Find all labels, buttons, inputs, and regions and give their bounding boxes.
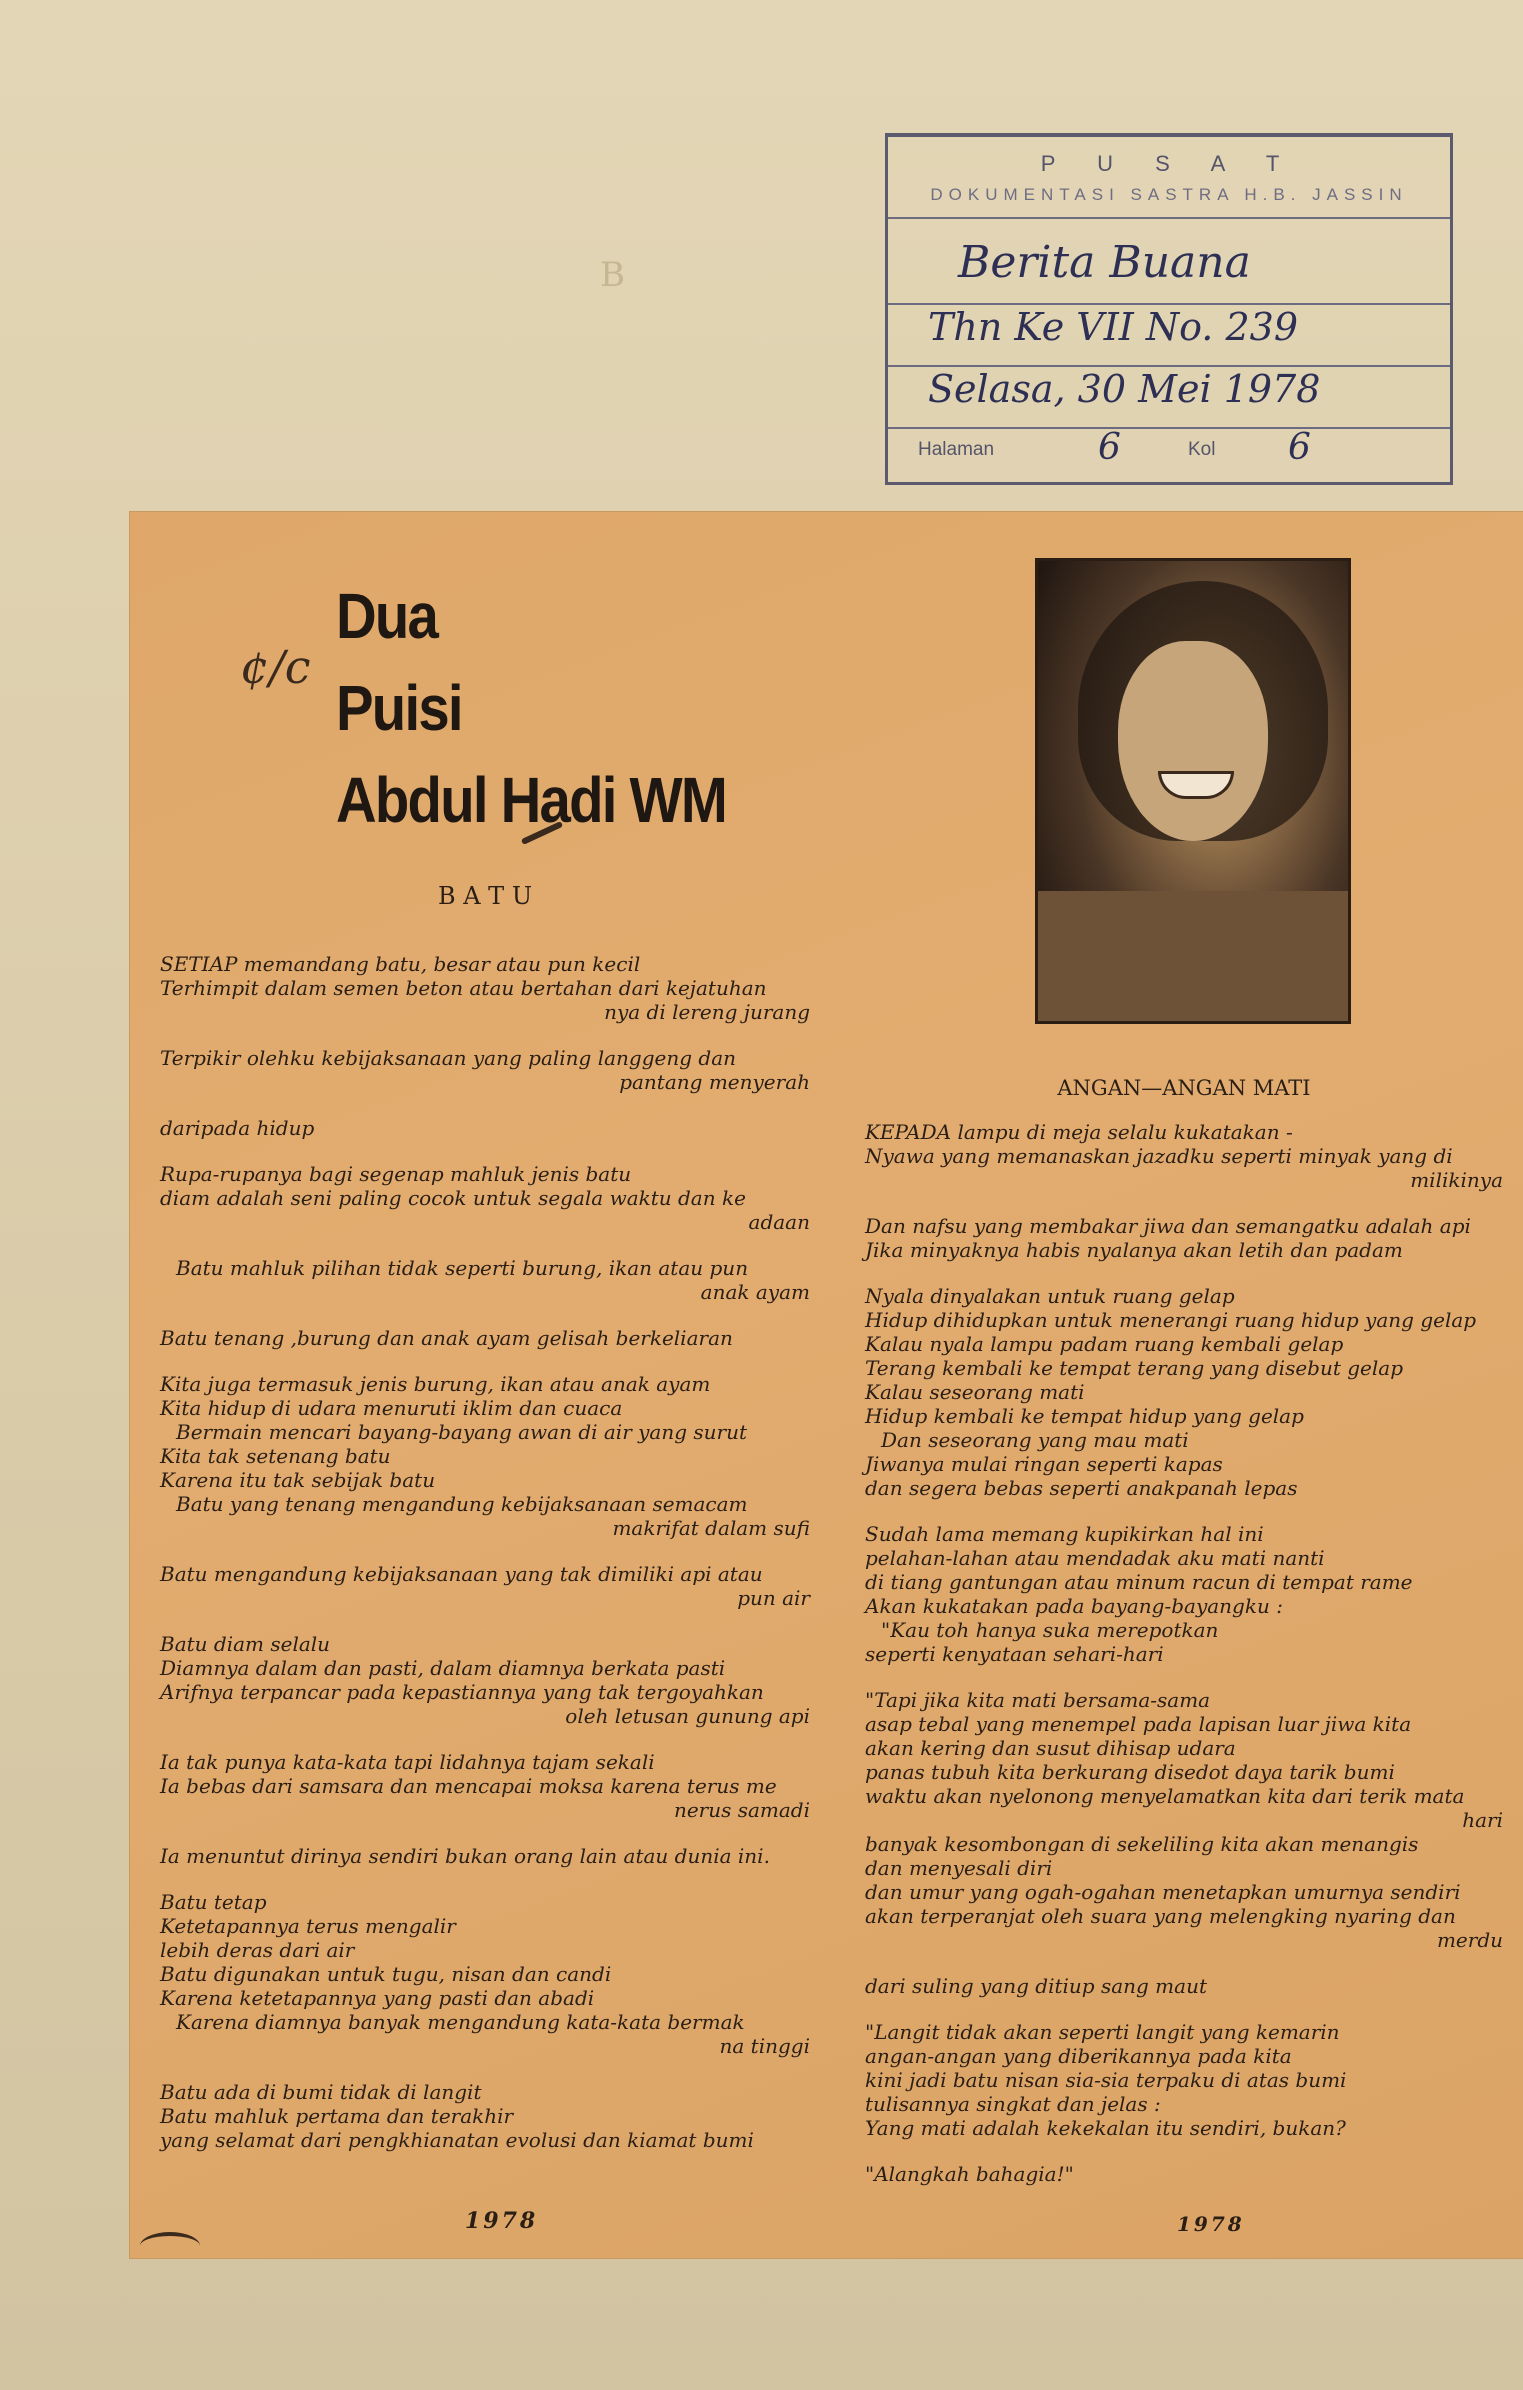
poem-line: Batu tenang ,burung dan anak ayam gelisah berkeliaran — [160, 1326, 733, 1350]
poem-line: Terhimpit dalam semen beton atau bertahan dari kejatuhan — [160, 976, 767, 1000]
poem-line: Kita juga termasuk jenis burung, ikan atau anak ayam — [160, 1372, 711, 1396]
poem-line: waktu akan nyelonong menyelamatkan kita dari terik mata — [865, 1784, 1465, 1808]
poem-line: dan menyesali diri — [865, 1856, 1053, 1880]
poem-line: Kalau nyala lampu padam ruang kembali gelap — [865, 1332, 1344, 1356]
poem-line: asap tebal yang menempel pada lapisan luar jiwa kita — [865, 1712, 1412, 1736]
poem-line: kini jadi batu nisan sia-sia terpaku di atas bumi — [865, 2068, 1347, 2092]
author-photo — [1035, 558, 1351, 1024]
article-title — [336, 570, 726, 846]
poem-line: Yang mati adalah kekekalan itu sendiri, bukan? — [865, 2116, 1346, 2140]
poem-line: Batu mahluk pertama dan terakhir — [160, 2104, 514, 2128]
stamp-halaman-label: Halaman — [918, 439, 995, 460]
stamp-kol-label: Kol — [1188, 439, 1216, 460]
poem-line: dan segera bebas seperti anakpanah lepas — [865, 1476, 1298, 1500]
poem-line: Dan nafsu yang membakar jiwa dan semangatku adalah api — [865, 1214, 1471, 1238]
poem-line: Ia menuntut dirinya sendiri bukan orang lain atau dunia ini. — [160, 1844, 770, 1868]
poem-line: Ia tak punya kata-kata tapi lidahnya tajam sekali — [160, 1750, 655, 1774]
poem-year: 1978 — [465, 2208, 539, 2234]
poem-line: Nyawa yang memanaskan jazadku seperti minyak yang di — [865, 1144, 1453, 1168]
stamp-halaman-value: 6 — [1098, 427, 1121, 468]
poem-line: Hidup kembali ke tempat hidup yang gelap — [865, 1404, 1304, 1428]
poem-line: diam adalah seni paling cocok untuk segala waktu dan ke — [160, 1186, 746, 1210]
poem-line: Diamnya dalam dan pasti, dalam diamnya berkata pasti — [160, 1656, 726, 1680]
poem-line: lebih deras dari air — [160, 1938, 355, 1962]
poem-line: seperti kenyataan sehari-hari — [865, 1642, 1164, 1666]
poem-line: akan kering dan susut dihisap udara — [865, 1736, 1236, 1760]
poem-line: daripada hidup — [160, 1116, 315, 1140]
poem-line: SETIAP memandang batu, besar atau pun kecil — [160, 952, 641, 976]
stamp-subheader: DOKUMENTASI SASTRA H.B. JASSIN — [888, 185, 1450, 219]
poem-line: Arifnya terpancar pada kepastiannya yang tak tergoyahkan — [160, 1680, 764, 1704]
poem-line: "Langit tidak akan seperti langit yang kemarin — [865, 2020, 1340, 2044]
poem-line: dan umur yang ogah-ogahan menetapkan umurnya sendiri — [865, 1880, 1461, 1904]
poem-line: Nyala dinyalakan untuk ruang gelap — [865, 1284, 1235, 1308]
poem-line: na tinggi — [719, 2034, 810, 2058]
poem-line: "Alangkah bahagia!" — [865, 2162, 1074, 2186]
poem-line: nya di lereng jurang — [604, 1000, 810, 1024]
title-line: Dua — [336, 580, 438, 652]
poem-title: B A T U — [437, 882, 533, 910]
poem-line: Jika minyaknya habis nyalanya akan letih dan padam — [865, 1238, 1403, 1262]
poem-line: makrifat dalam sufi — [612, 1516, 810, 1540]
poem-line: Hidup dihidupkan untuk menerangi ruang hidup yang gelap — [865, 1308, 1477, 1332]
poem-line: Jiwanya mulai ringan seperti kapas — [865, 1452, 1223, 1476]
stamp-header: P U S A T — [1040, 151, 1298, 176]
poem-line: Batu mengandung kebijaksanaan yang tak dimiliki api atau — [160, 1562, 763, 1586]
title-line: Puisi — [336, 672, 462, 744]
poem-line: Karena ketetapannya yang pasti dan abadi — [160, 1986, 595, 2010]
poem-body — [865, 1120, 1503, 2186]
faint-letter-b: B — [600, 255, 625, 295]
poem-line: pelahan-lahan atau mendadak aku mati nanti — [865, 1546, 1325, 1570]
poem-line: banyak kesombongan di sekeliling kita akan menangis — [865, 1832, 1419, 1856]
poem-line: Karena diamnya banyak mengandung kata-kata bermak — [176, 2010, 745, 2034]
poem-line: Sudah lama memang kupikirkan hal ini — [865, 1522, 1264, 1546]
poem-line: Kita hidup di udara menuruti iklim dan cuaca — [160, 1396, 623, 1420]
poem-line: Batu mahluk pilihan tidak seperti burung, ikan atau pun — [176, 1256, 749, 1280]
poem-line: Karena itu tak sebijak batu — [160, 1468, 436, 1492]
poem-line: panas tubuh kita berkurang disedot daya tarik bumi — [865, 1760, 1395, 1784]
poem-line: anak ayam — [700, 1280, 810, 1304]
poem-line: Kita tak setenang batu — [160, 1444, 391, 1468]
title-line: Abdul Hadi WM — [336, 764, 727, 836]
poem-line: "Tapi jika kita mati bersama-sama — [865, 1688, 1211, 1712]
poem-line: Kalau seseorang mati — [865, 1380, 1085, 1404]
poem-line: Ketetapannya terus mengalir — [160, 1914, 456, 1938]
poem-line: angan-angan yang diberikannya pada kita — [865, 2044, 1292, 2068]
poem-line: hari — [1462, 1808, 1503, 1832]
poem-line: Batu digunakan untuk tugu, nisan dan candi — [160, 1962, 612, 1986]
stamp-date: Selasa, 30 Mei 1978 — [928, 367, 1321, 411]
poem-line: Terpikir olehku kebijaksanaan yang paling langgeng dan — [160, 1046, 736, 1070]
poem-line: Rupa-rupanya bagi segenap mahluk jenis batu — [160, 1162, 632, 1186]
poem-line: adaan — [748, 1210, 810, 1234]
poem-line: tulisannya singkat dan jelas : — [865, 2092, 1161, 2116]
poem-line: Batu tetap — [160, 1890, 267, 1914]
poem-line: Batu ada di bumi tidak di langit — [160, 2080, 482, 2104]
poem-title: ANGAN—ANGAN MATI — [1057, 1076, 1311, 1100]
poem-line: Akan kukatakan pada bayang-bayangku : — [865, 1594, 1283, 1618]
archive-stamp — [885, 133, 1453, 485]
poem-angan-angan-mati — [865, 1076, 1503, 2186]
poem-line: Dan seseorang yang mau mati — [881, 1428, 1189, 1452]
poem-line: di tiang gantungan atau minum racun di tempat rame — [865, 1570, 1413, 1594]
poem-line: yang selamat dari pengkhianatan evolusi dan kiamat bumi — [160, 2128, 754, 2152]
handwritten-margin-mark: ¢/c — [240, 640, 311, 694]
poem-line: akan terperanjat oleh suara yang melengking nyaring dan — [865, 1904, 1456, 1928]
poem-line: Bermain mencari bayang-bayang awan di air yang surut — [176, 1420, 748, 1444]
poem-line: pun air — [737, 1586, 810, 1610]
poem-line: Terang kembali ke tempat terang yang disebut gelap — [865, 1356, 1404, 1380]
poem-line: milikinya — [1410, 1168, 1503, 1192]
poem-batu — [160, 884, 810, 2152]
stamp-newspaper-name: Berita Buana — [958, 237, 1251, 288]
poem-line: Batu diam selalu — [160, 1632, 331, 1656]
poem-line: Batu yang tenang mengandung kebijaksanaan semacam — [176, 1492, 748, 1516]
stamp-issue: Thn Ke VII No. 239 — [928, 305, 1298, 349]
poem-line: "Kau toh hanya suka merepotkan — [881, 1618, 1219, 1642]
poem-line: pantang menyerah — [619, 1070, 810, 1094]
poem-line: KEPADA lampu di meja selalu kukatakan - — [865, 1120, 1293, 1144]
stamp-rule-3 — [888, 427, 1450, 429]
stamp-kol-value: 6 — [1288, 427, 1311, 468]
poem-line: merdu — [1436, 1928, 1503, 1952]
poem-year: 1978 — [1177, 2212, 1245, 2236]
poem-line: nerus samadi — [673, 1798, 810, 1822]
poem-line: Ia bebas dari samsara dan mencapai moksa karena terus me — [160, 1774, 777, 1798]
poem-line: dari suling yang ditiup sang maut — [865, 1974, 1207, 1998]
handwritten-curve — [140, 2232, 200, 2260]
poem-line: oleh letusan gunung api — [565, 1704, 810, 1728]
poem-body — [160, 952, 810, 2152]
